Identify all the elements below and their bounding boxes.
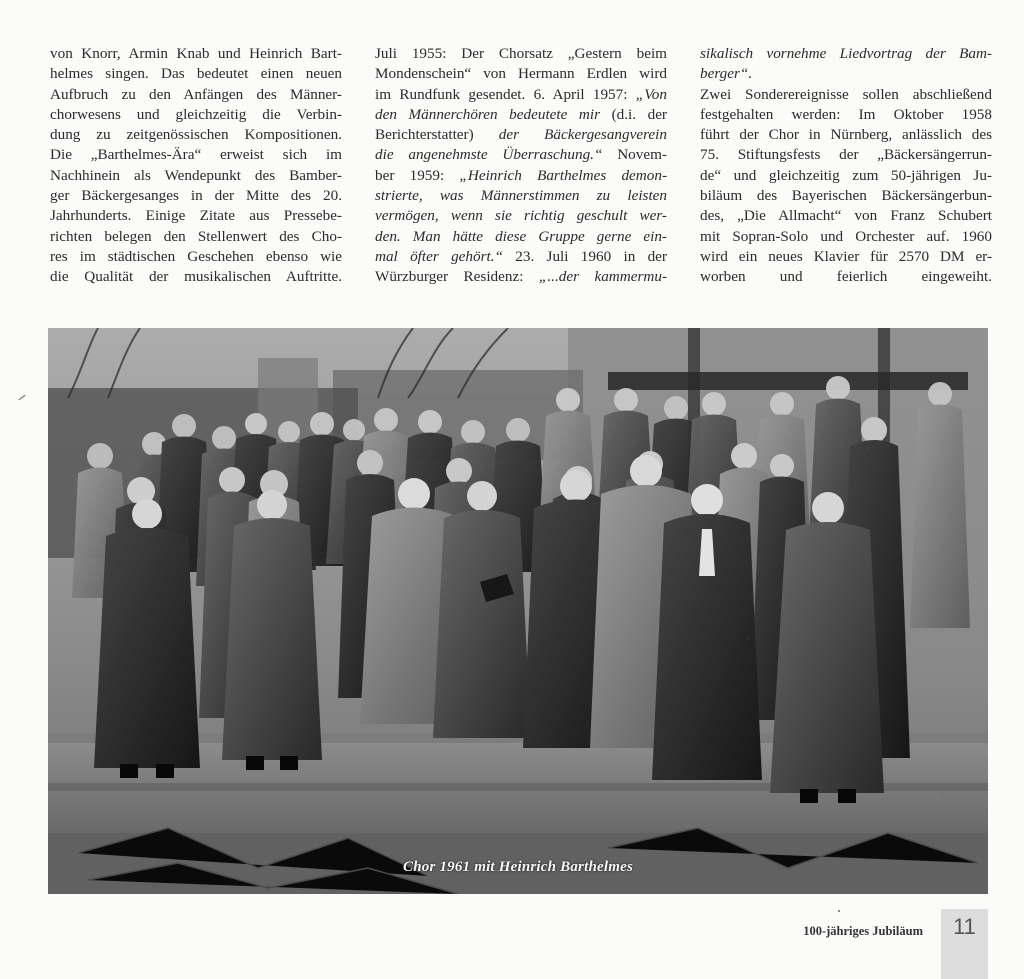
text-column-1 <box>50 44 342 288</box>
text-line: helmes singen. Das bedeutet einen neuen <box>50 65 342 83</box>
text-line: Die „Barthelmes-Ära“ erweist sich im <box>50 146 342 164</box>
article-text-columns <box>50 44 990 304</box>
text-line <box>700 206 992 226</box>
italic-text-fragment: den. Man hätte diese Gruppe gerne ein- <box>375 227 667 245</box>
text-line <box>375 105 667 125</box>
text-line: res im städtischen Geschehen ebenso wie <box>50 247 342 265</box>
italic-text-fragment: den Männerchören bedeutete mir <box>375 105 612 123</box>
text-line <box>375 145 667 165</box>
text-line: Nachhinein als Wendepunkt des Bamber- <box>50 166 342 184</box>
photo-caption: Chor 1961 mit Heinrich Barthelmes <box>403 859 633 875</box>
text-line <box>375 267 667 287</box>
text-column-3 <box>700 44 992 288</box>
text-line: ger Bäckergesanges in der Mitte des 20. <box>50 187 342 205</box>
text-fragment: 23. Juli 1960 in der <box>502 247 667 265</box>
footer-title: 100-jähriges Jubiläum <box>803 924 923 938</box>
text-line: Aufbruch zu den Anfängen des Männer- <box>50 85 342 103</box>
text-line <box>375 125 667 145</box>
text-line <box>700 105 992 125</box>
text-fragment: festgehalten werden: Im Oktober 1958 <box>700 105 992 123</box>
text-line <box>700 125 992 145</box>
text-fragment: worben und feierlich eingeweiht. <box>700 268 992 286</box>
text-line <box>375 64 667 84</box>
text-line: die Qualität der musikalischen Auftritte. <box>50 268 342 286</box>
text-fragment: mit Sopran-Solo und Orchester auf. 1960 <box>700 227 992 245</box>
text-line: richten belegen den Stellenwert des Cho- <box>50 227 342 245</box>
text-fragment: ber 1959: <box>375 166 460 184</box>
italic-text-fragment: „...der kammermu- <box>538 268 668 286</box>
text-line: chorwesens und gleichzeitig die Verbin- <box>50 105 342 123</box>
text-fragment: im Rundfunk gesendet. 6. April 1957: <box>375 85 636 103</box>
text-line <box>375 186 667 206</box>
text-fragment: Zwei Sonderereignisse sollen abschließend <box>700 85 992 103</box>
italic-text-fragment: der Bäckergesangverein <box>498 126 667 144</box>
italic-text-fragment: „Heinrich Barthelmes demon- <box>459 166 667 184</box>
text-line <box>375 44 667 64</box>
text-fragment: (d.i. der <box>611 105 667 123</box>
text-line <box>700 247 992 267</box>
italic-text-fragment: mal öfter gehört.“ <box>375 247 503 265</box>
italic-text-fragment: sikalisch vornehme Liedvortrag der Bam- <box>700 45 992 62</box>
italic-text-fragment: die angenehmste Überraschung.“ <box>375 146 603 164</box>
text-column-2 <box>375 44 667 288</box>
italic-text-fragment: berger“. <box>700 65 753 83</box>
text-fragment: Würzburger Residenz: <box>375 268 539 286</box>
text-line <box>700 44 992 64</box>
text-line: von Knorr, Armin Knab und Heinrich Bart- <box>50 45 342 62</box>
text-fragment: führt der Chor in Nürnberg, anlässlich des <box>700 126 992 144</box>
text-line <box>700 145 992 165</box>
text-fragment: biläum des Bayerischen Bäckersängerbun- <box>700 187 992 205</box>
text-line <box>700 64 992 84</box>
margin-mark <box>18 395 25 400</box>
italic-text-fragment: strierte, was Männerstimmen zu leisten <box>375 187 667 205</box>
text-line: dung zu zeitgenössischen Kompositionen. <box>50 126 342 144</box>
italic-text-fragment: vermögen, wenn sie richtig geschult wer- <box>375 207 667 225</box>
page-number: 11 <box>941 909 988 979</box>
text-line <box>375 85 667 105</box>
text-fragment: de“ und gleichzeitig zum 50-jährigen Ju- <box>700 166 992 184</box>
text-fragment: Novem- <box>602 146 667 164</box>
text-line <box>375 166 667 186</box>
text-line <box>700 166 992 186</box>
choir-group-photo-illustration <box>48 328 988 894</box>
text-line: Jahrhunderts. Einige Zitate aus Pressebe- <box>50 207 342 225</box>
text-fragment: Juli 1955: Der Chorsatz „Gestern beim <box>375 45 667 62</box>
text-fragment: wird ein neues Klavier für 2570 DM er- <box>700 247 992 265</box>
choir-group-photo <box>48 328 988 894</box>
footer-dot <box>838 910 840 912</box>
text-line <box>375 227 667 247</box>
text-line <box>700 85 992 105</box>
text-fragment: Berichterstatter) <box>375 126 499 144</box>
italic-text-fragment: „Von <box>635 85 667 103</box>
text-line <box>700 267 992 287</box>
text-line <box>700 227 992 247</box>
text-line <box>375 247 667 267</box>
group-photo-frame <box>48 328 988 894</box>
text-line <box>375 206 667 226</box>
text-fragment: Mondenschein“ von Hermann Erdlen wird <box>375 65 667 83</box>
text-fragment: des, „Die Allmacht“ von Franz Schubert <box>700 207 992 225</box>
text-fragment: 75. Stiftungsfests der „Bäckersängerrun- <box>700 146 992 164</box>
text-line <box>700 186 992 206</box>
